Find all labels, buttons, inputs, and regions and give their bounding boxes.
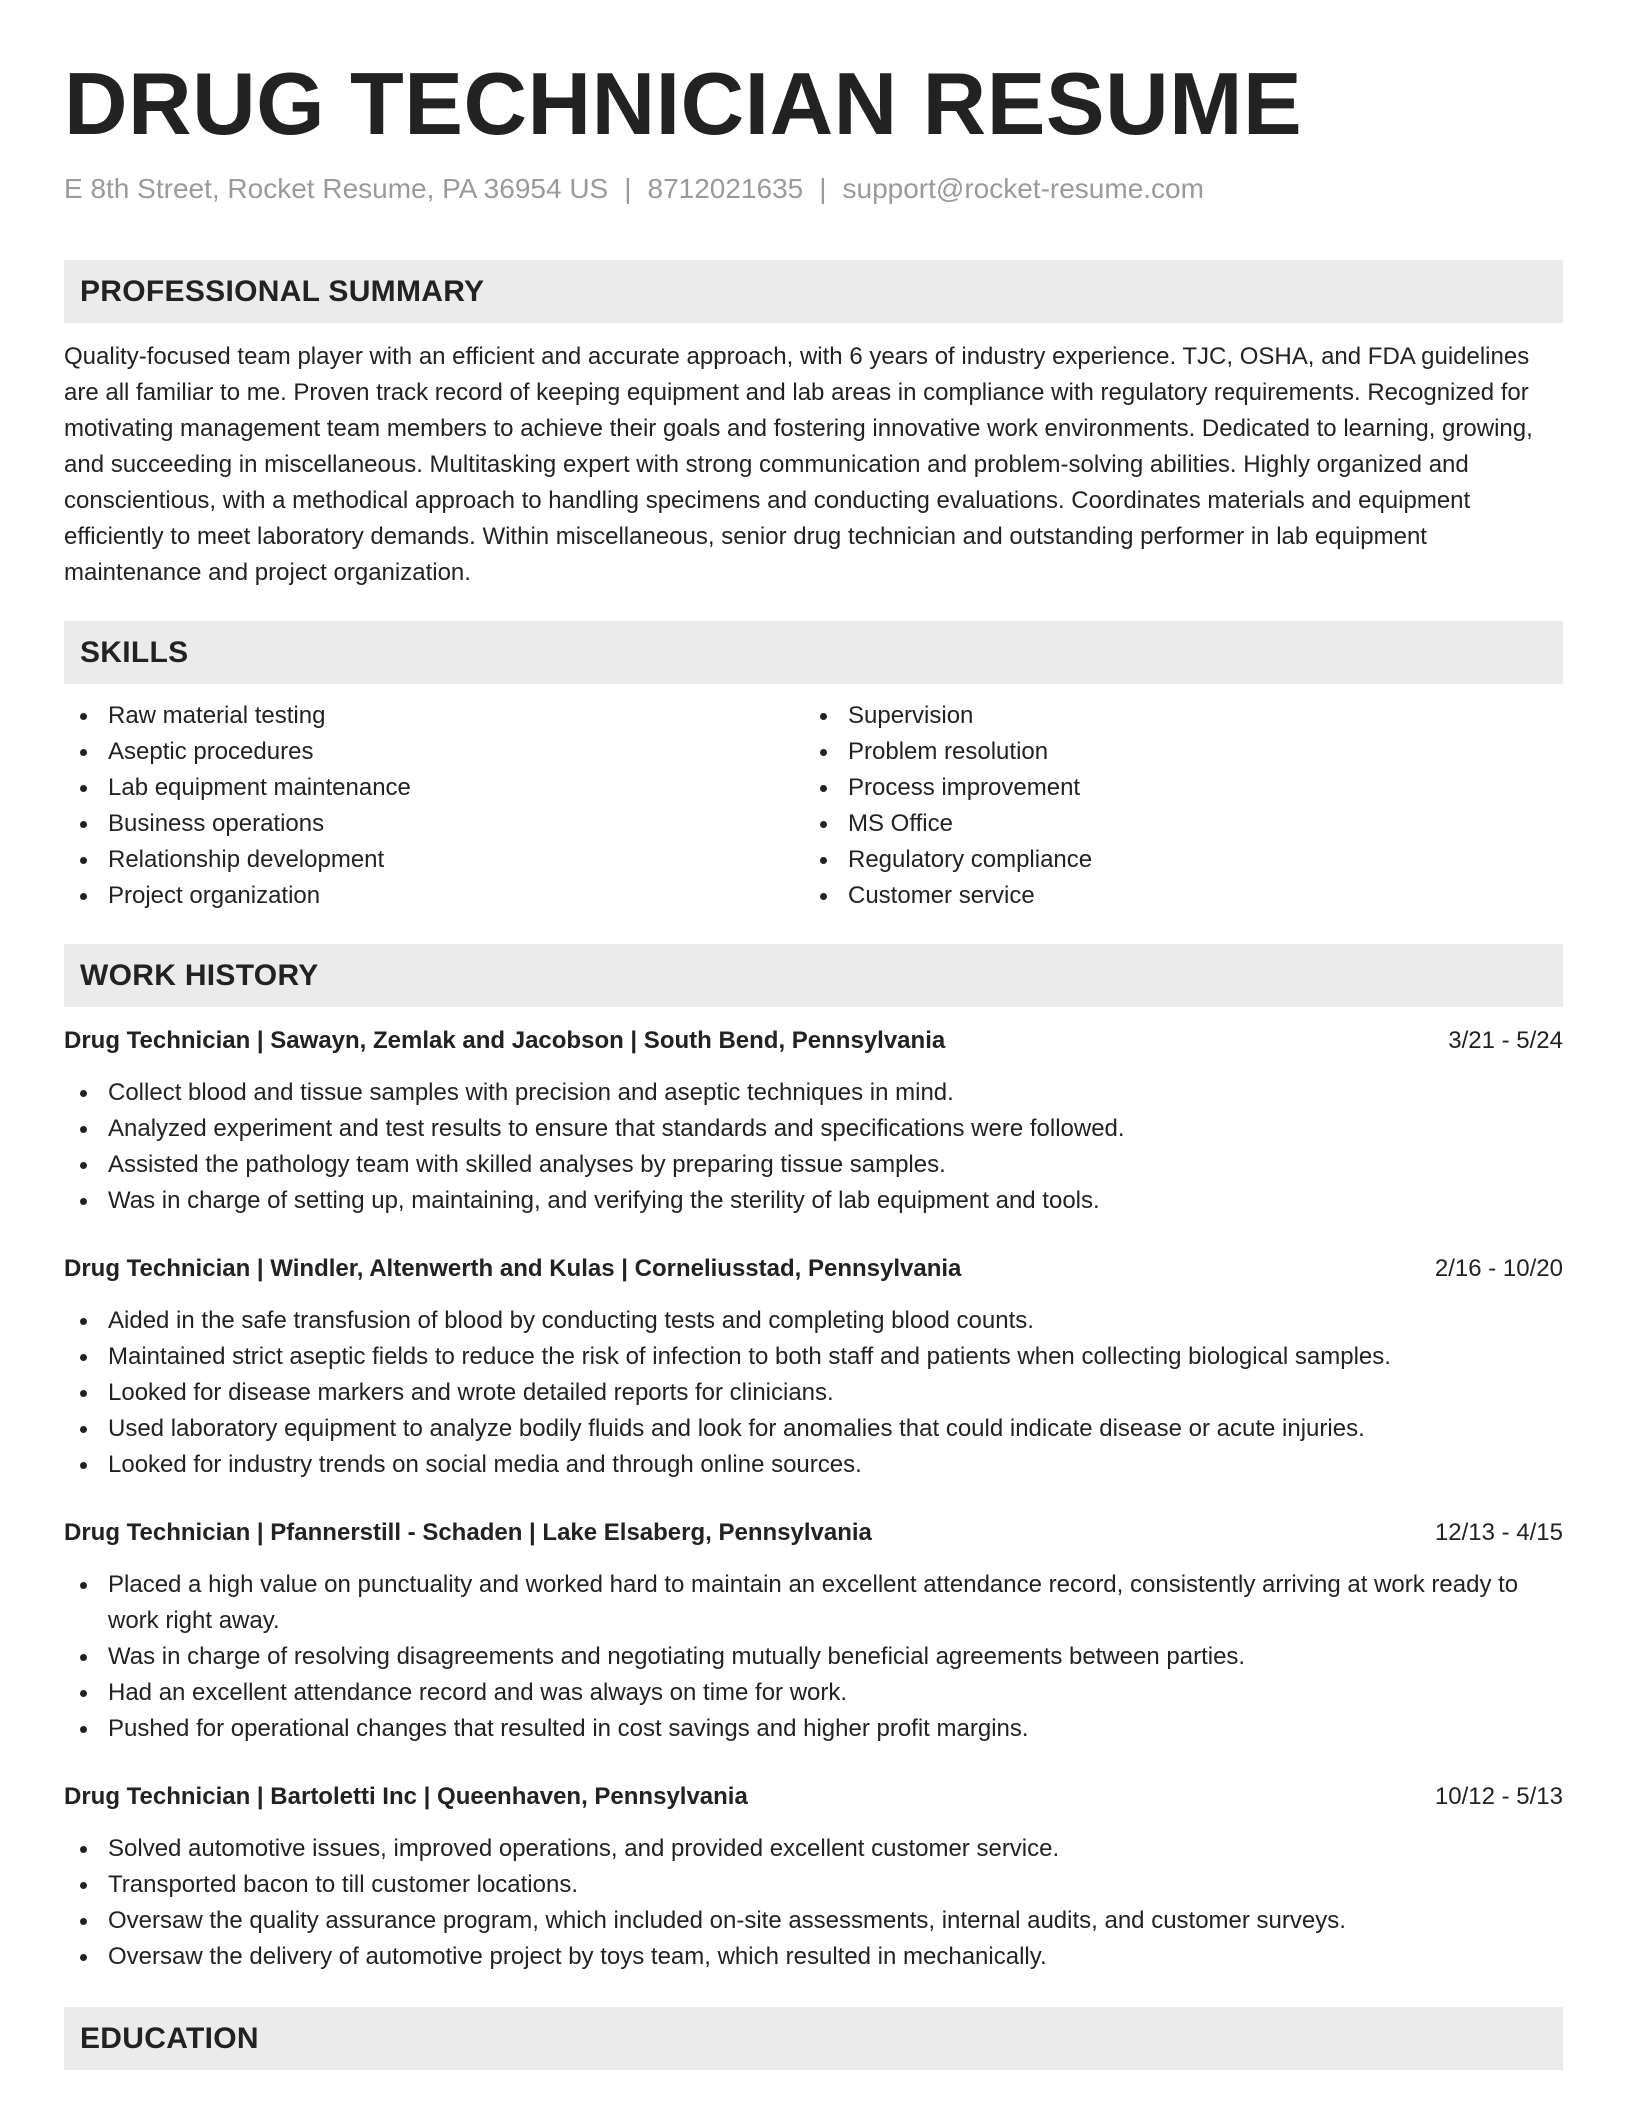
job-bullet: Collect blood and tissue samples with precision and aseptic techniques in mind. bbox=[64, 1075, 1563, 1111]
skill-item: Raw material testing bbox=[64, 698, 804, 734]
education-section-header bbox=[64, 2007, 1563, 2070]
job-bullet: Transported bacon to till customer locations. bbox=[64, 1867, 1563, 1903]
job-bullet: Maintained strict aseptic fields to reduce the risk of infection to both staff and patients when collecting biological samples. bbox=[64, 1339, 1563, 1375]
skill-item: Regulatory compliance bbox=[804, 842, 1544, 878]
job-bullet: Looked for disease markers and wrote detailed reports for clinicians. bbox=[64, 1375, 1563, 1411]
resume-content bbox=[64, 54, 1563, 2070]
job-title: Drug Technician | Sawayn, Zemlak and Jacobson | South Bend, Pennsylvania bbox=[64, 1027, 946, 1054]
skill-item: MS Office bbox=[804, 806, 1544, 842]
skill-item: Relationship development bbox=[64, 842, 804, 878]
job-header bbox=[64, 1023, 1563, 1059]
job-bullet: Pushed for operational changes that resulted in cost savings and higher profit margins. bbox=[64, 1711, 1563, 1747]
job-dates: 12/13 - 4/15 bbox=[1434, 1519, 1563, 1546]
job-entry bbox=[64, 1515, 1563, 1747]
job-title: Drug Technician | Windler, Altenwerth and Kulas | Corneliusstad, Pennsylvania bbox=[64, 1255, 962, 1282]
contact-separator: | bbox=[624, 173, 632, 204]
job-bullets bbox=[64, 1303, 1563, 1483]
job-bullets bbox=[64, 1075, 1563, 1219]
skills-section-header bbox=[64, 621, 1563, 684]
job-bullets bbox=[64, 1831, 1563, 1975]
job-bullet: Solved automotive issues, improved operations, and provided excellent customer service. bbox=[64, 1831, 1563, 1867]
contact-email: support@rocket-resume.com bbox=[842, 173, 1204, 204]
skill-item: Supervision bbox=[804, 698, 1544, 734]
job-bullets bbox=[64, 1567, 1563, 1747]
skills-column-left bbox=[64, 698, 804, 914]
job-header bbox=[64, 1515, 1563, 1551]
summary-section-header bbox=[64, 260, 1563, 323]
job-header bbox=[64, 1251, 1563, 1287]
work-history-section-title: WORK HISTORY bbox=[80, 958, 319, 992]
skill-item: Process improvement bbox=[804, 770, 1544, 806]
job-bullet: Placed a high value on punctuality and worked hard to maintain an excellent attendance record, consistently arriving at work ready to work right away. bbox=[64, 1567, 1563, 1639]
contact-address: E 8th Street, Rocket Resume, PA 36954 US bbox=[64, 173, 609, 204]
skill-item: Project organization bbox=[64, 878, 804, 914]
job-dates: 10/12 - 5/13 bbox=[1434, 1783, 1563, 1810]
skills-column-right bbox=[804, 698, 1544, 914]
contact-line bbox=[64, 172, 1563, 206]
job-bullet: Assisted the pathology team with skilled analyses by preparing tissue samples. bbox=[64, 1147, 1563, 1183]
job-bullet: Oversaw the delivery of automotive project by toys team, which resulted in mechanically. bbox=[64, 1939, 1563, 1975]
job-bullet: Oversaw the quality assurance program, which included on-site assessments, internal audits, and customer surveys. bbox=[64, 1903, 1563, 1939]
job-bullet: Looked for industry trends on social media and through online sources. bbox=[64, 1447, 1563, 1483]
job-bullet: Was in charge of resolving disagreements and negotiating mutually beneficial agreements between parties. bbox=[64, 1639, 1563, 1675]
work-history-section-header bbox=[64, 944, 1563, 1007]
summary-text: Quality-focused team player with an efficient and accurate approach, with 6 years of industry experience. TJC, OSHA, and FDA guidelines are all familiar to me. Proven track record of keeping equipment and lab areas in compliance with regulatory requirements. Recognized for motivating management team members to achieve their goals and fostering innovative work environments. Dedicated to learning, growing, and succeeding in miscellaneous. Multitasking expert with strong communication and problem-solving abilities. Highly organized and conscientious, with a methodical approach to handling specimens and conducting evaluations. Coordinates materials and equipment efficiently to meet laboratory demands. Within miscellaneous, senior drug technician and outstanding performer in lab equipment maintenance and project organization. bbox=[64, 343, 1533, 586]
contact-separator: | bbox=[819, 173, 827, 204]
job-bullet: Had an excellent attendance record and was always on time for work. bbox=[64, 1675, 1563, 1711]
job-bullet: Aided in the safe transfusion of blood by conducting tests and completing blood counts. bbox=[64, 1303, 1563, 1339]
job-entry bbox=[64, 1023, 1563, 1219]
skill-item: Lab equipment maintenance bbox=[64, 770, 804, 806]
resume-title: DRUG TECHNICIAN RESUME bbox=[64, 54, 1303, 153]
job-bullet: Was in charge of setting up, maintaining, and verifying the sterility of lab equipment and tools. bbox=[64, 1183, 1563, 1219]
skill-item: Customer service bbox=[804, 878, 1544, 914]
contact-phone: 8712021635 bbox=[647, 173, 804, 204]
summary-section-title: PROFESSIONAL SUMMARY bbox=[80, 274, 485, 308]
job-bullet: Used laboratory equipment to analyze bodily fluids and look for anomalies that could indicate disease or acute injuries. bbox=[64, 1411, 1563, 1447]
job-entry bbox=[64, 1779, 1563, 1975]
job-dates: 3/21 - 5/24 bbox=[1448, 1027, 1563, 1054]
job-bullet: Analyzed experiment and test results to ensure that standards and specifications were followed. bbox=[64, 1111, 1563, 1147]
skills-section-title: SKILLS bbox=[80, 635, 189, 669]
skill-item: Aseptic procedures bbox=[64, 734, 804, 770]
skill-item: Problem resolution bbox=[804, 734, 1544, 770]
job-title: Drug Technician | Bartoletti Inc | Queenhaven, Pennsylvania bbox=[64, 1783, 748, 1810]
job-dates: 2/16 - 10/20 bbox=[1434, 1255, 1563, 1282]
skill-item: Business operations bbox=[64, 806, 804, 842]
job-header bbox=[64, 1779, 1563, 1815]
education-section-title: EDUCATION bbox=[80, 2021, 259, 2055]
job-entry bbox=[64, 1251, 1563, 1483]
job-title: Drug Technician | Pfannerstill - Schaden | Lake Elsaberg, Pennsylvania bbox=[64, 1519, 872, 1546]
skills-list bbox=[64, 698, 1563, 914]
